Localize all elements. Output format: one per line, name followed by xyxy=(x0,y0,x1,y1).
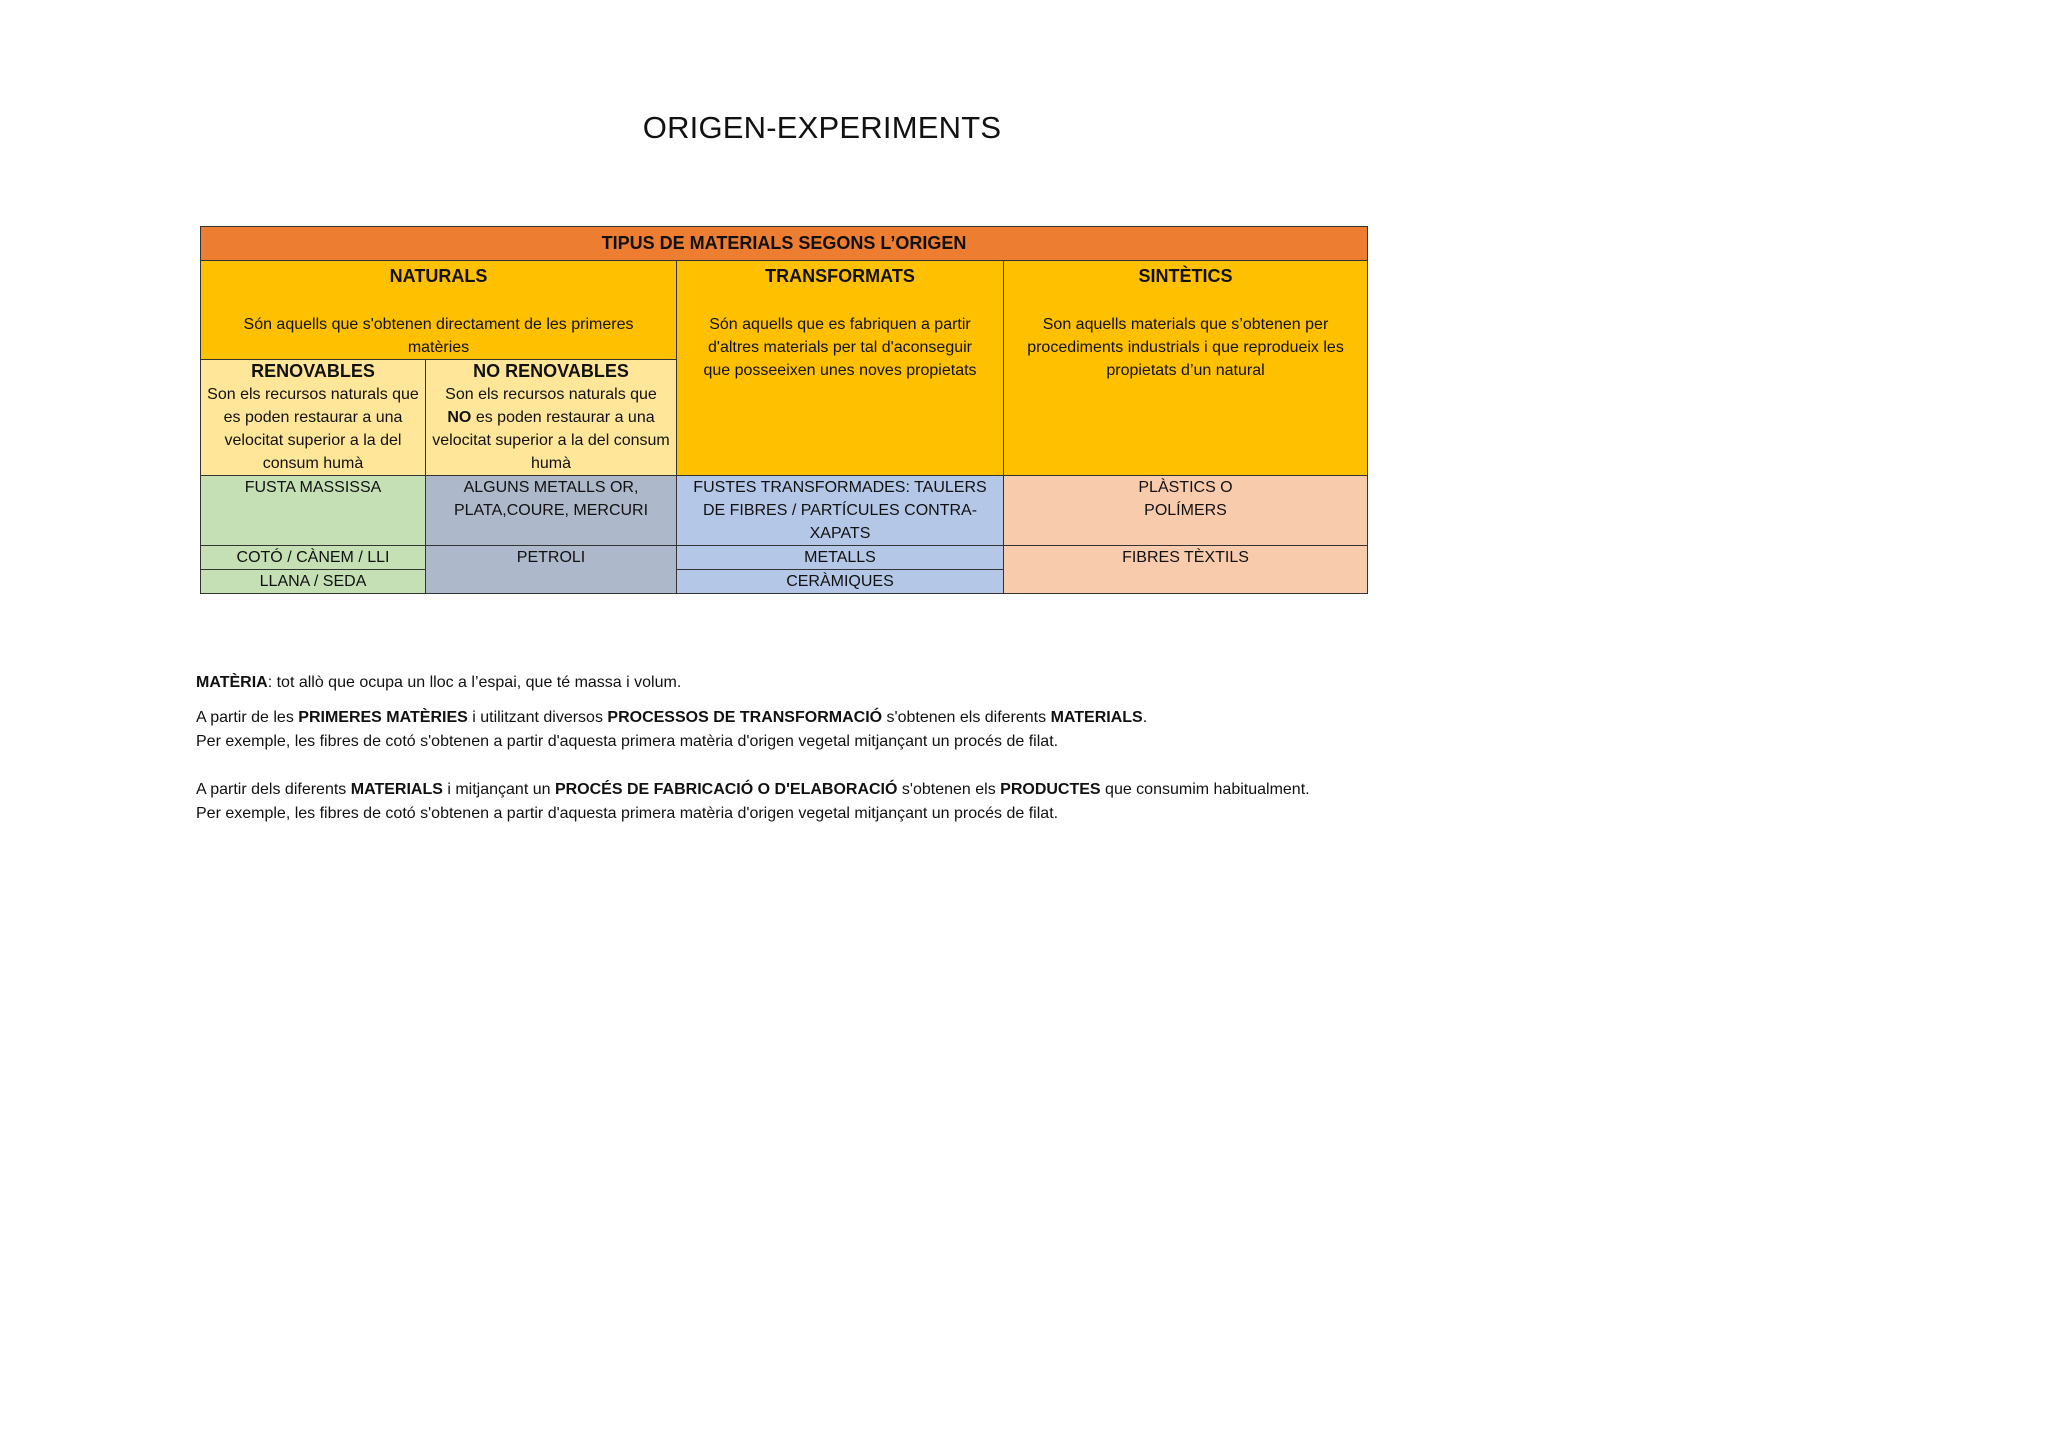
paragraph-products: A partir dels diferents MATERIALS i mitjançant un PROCÉS DE FABRICACIÓ O D'ELABORACIÓ s'obtenen els PRODUCTES que consumim habitualment. Per exemple, les fibres de cotó s'obtenen a partir d'aquesta primera matèria d'origen vegetal mitjançant un procés de filat. xyxy=(196,781,1310,822)
renovables-desc: Son els recursos naturals que es poden restaurar a una velocitat superior a la del consum humà xyxy=(207,386,419,472)
paragraph-materials: A partir de les PRIMERES MATÈRIES i utilitzant diversos PROCESSOS DE TRANSFORMACIÓ s'obtenen els diferents MATERIALS. Per exemple, les fibres de cotó s'obtenen a partir d'aquesta primera matèria d'origen vegetal mitjançant un procés de filat. xyxy=(196,709,1148,750)
example-transformats-1: METALLS xyxy=(677,546,1004,570)
sintetics-cell xyxy=(1004,261,1368,476)
naturals-cell xyxy=(201,261,677,360)
example-renovables-2: LLANA / SEDA xyxy=(201,570,426,594)
example-no-renovables-0: ALGUNS METALLS OR, PLATA,COURE, MERCURI xyxy=(426,476,677,546)
page-title: ORIGEN-EXPERIMENTS xyxy=(642,110,1002,145)
materials-origin-table xyxy=(200,226,1368,594)
no-renovables-desc: Son els recursos naturals que NO es poden restaurar a una velocitat superior a la del consum humà xyxy=(432,386,670,472)
renovables-cell xyxy=(201,360,426,476)
materia-definition: MATÈRIA: tot allò que ocupa un lloc a l’espai, que té massa i volum. xyxy=(196,674,682,691)
transformats-title: TRANSFORMATS xyxy=(765,266,915,286)
transformats-cell xyxy=(677,261,1004,476)
example-transformats-0: FUSTES TRANSFORMADES: TAULERS DE FIBRES / PARTÍCULES CONTRA-XAPATS xyxy=(677,476,1004,546)
sintetics-title: SINTÈTICS xyxy=(1138,266,1233,286)
no-renovables-cell xyxy=(426,360,677,476)
example-sintetics-0: PLÀSTICS O POLÍMERS xyxy=(1004,476,1368,546)
example-renovables-0: FUSTA MASSISSA xyxy=(201,476,426,546)
sintetics-desc: Son aquells materials que s’obtenen per procediments industrials i que reprodueix les propietats d’un natural xyxy=(1027,316,1344,379)
renovables-title: RENOVABLES xyxy=(251,361,375,381)
example-transformats-2: CERÀMIQUES xyxy=(677,570,1004,594)
naturals-desc: Són aquells que s'obtenen directament de les primeres matèries xyxy=(243,316,634,356)
table-header: TIPUS DE MATERIALS SEGONS L’ORIGEN xyxy=(201,227,1368,261)
transformats-desc: Són aquells que es fabriquen a partir d'altres materials per tal d'aconseguir que posseeixen unes noves propietats xyxy=(703,316,977,379)
example-sintetics-1: FIBRES TÈXTILS xyxy=(1004,546,1368,594)
naturals-title: NATURALS xyxy=(389,266,488,286)
example-renovables-1: COTÓ / CÀNEM / LLI xyxy=(201,546,426,570)
example-no-renovables-1: PETROLI xyxy=(426,546,677,594)
no-renovables-title: NO RENOVABLES xyxy=(473,361,629,381)
